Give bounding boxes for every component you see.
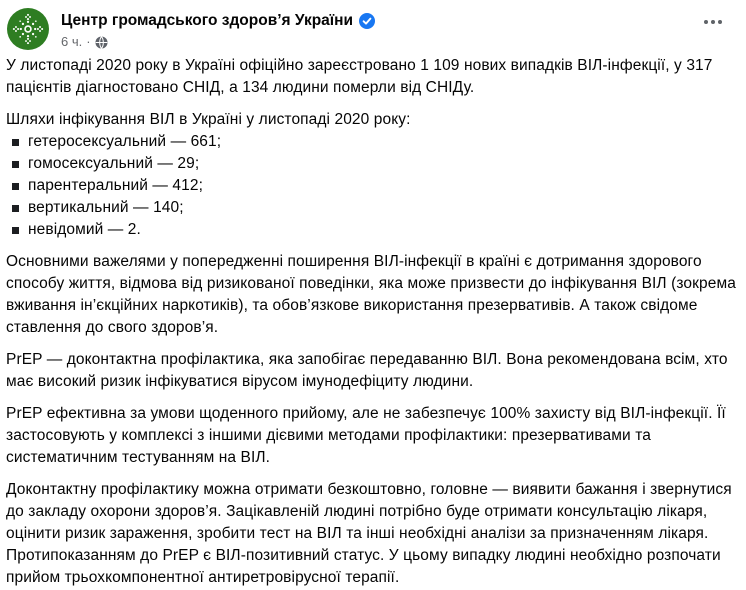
list-item-text: гетеросексуальний — 661; <box>28 133 222 150</box>
list-item <box>6 153 736 175</box>
header-info <box>61 8 375 50</box>
post-timestamp[interactable]: 6 ч. <box>61 34 83 49</box>
verified-badge-icon <box>359 13 375 29</box>
post-meta-row <box>61 34 375 50</box>
meta-separator: · <box>86 34 91 49</box>
page-name-link[interactable]: Центр громадського здоров’я України <box>61 12 354 29</box>
transmission-list <box>6 131 736 241</box>
more-dot-icon <box>704 20 708 24</box>
list-item <box>6 197 736 219</box>
square-bullet-icon <box>12 161 19 168</box>
square-bullet-icon <box>12 227 19 234</box>
square-bullet-icon <box>12 139 19 146</box>
list-item <box>6 131 736 153</box>
list-item <box>6 219 736 241</box>
more-dot-icon <box>718 20 722 24</box>
post-paragraph-prep-access: Доконтактну профілактику можна отримати безкоштовно, головне — виявити бажання і звернутися до закладу охорони здоров’я. Зацікавленій людині потрібно буде отримати консультацію лікаря, оцінити ризик зараження, зробити тест на ВІЛ та інші необхідні аналізи за призначенням лікаря. Протипоказанням до PrEP є ВІЛ-позитивний статус. У цьому випадку людині необхідно розпочати прийом трьохкомпонентної антиретровірусної терапії. <box>6 481 732 586</box>
page-name-row <box>61 11 375 31</box>
post-paragraph-prep-intro: PrEP — доконтактна профілактика, яка запобігає передаванню ВІЛ. Вона рекомендована всім, хто має високий ризик інфікуватися вірусом імунодефіциту людини. <box>6 351 728 390</box>
list-item-text: гомосексуальний — 29; <box>28 155 200 172</box>
post-paragraph-intro: У листопаді 2020 року в Україні офіційно зареєстровано 1 109 нових випадків ВІЛ-інфекції, у 317 пацієнтів діагностовано СНІД, а 134 людини померли від СНІДу. <box>6 57 713 96</box>
list-item <box>6 175 736 197</box>
post-header <box>0 0 746 50</box>
more-dot-icon <box>711 20 715 24</box>
list-item-text: парентеральний — 412; <box>28 177 203 194</box>
globe-public-icon <box>95 36 108 49</box>
post-paragraph-prevention: Основними важелями у попередженні поширення ВІЛ-інфекції в країні є дотримання здорового способу життя, відмова від ризикованої поведінки, яка може призвести до інфікування ВІЛ (зокрема вживання ін’єкційних наркотиків), та обов’язкове використання презервативів. А також свідоме ставлення до свого здоров’я. <box>6 253 736 336</box>
square-bullet-icon <box>12 183 19 190</box>
list-item-text: невідомий — 2. <box>28 221 141 238</box>
page-avatar[interactable] <box>7 8 49 50</box>
more-options-button[interactable] <box>702 14 724 30</box>
post-paragraph-prep-efficacy: PrEP ефективна за умови щоденного прийому, але не забезпечує 100% захисту від ВІЛ-інфекції. Її застосовують у комплексі з іншими дієвими методами профілактики: презервативами та систематичним тестуванням на ВІЛ. <box>6 405 726 466</box>
square-bullet-icon <box>12 205 19 212</box>
post-body <box>0 50 746 589</box>
list-item-text: вертикальний — 140; <box>28 199 184 216</box>
folk-ornament-logo-icon <box>7 8 49 50</box>
transmission-list-heading: Шляхи інфікування ВІЛ в Україні у листопаді 2020 року: <box>6 111 411 128</box>
